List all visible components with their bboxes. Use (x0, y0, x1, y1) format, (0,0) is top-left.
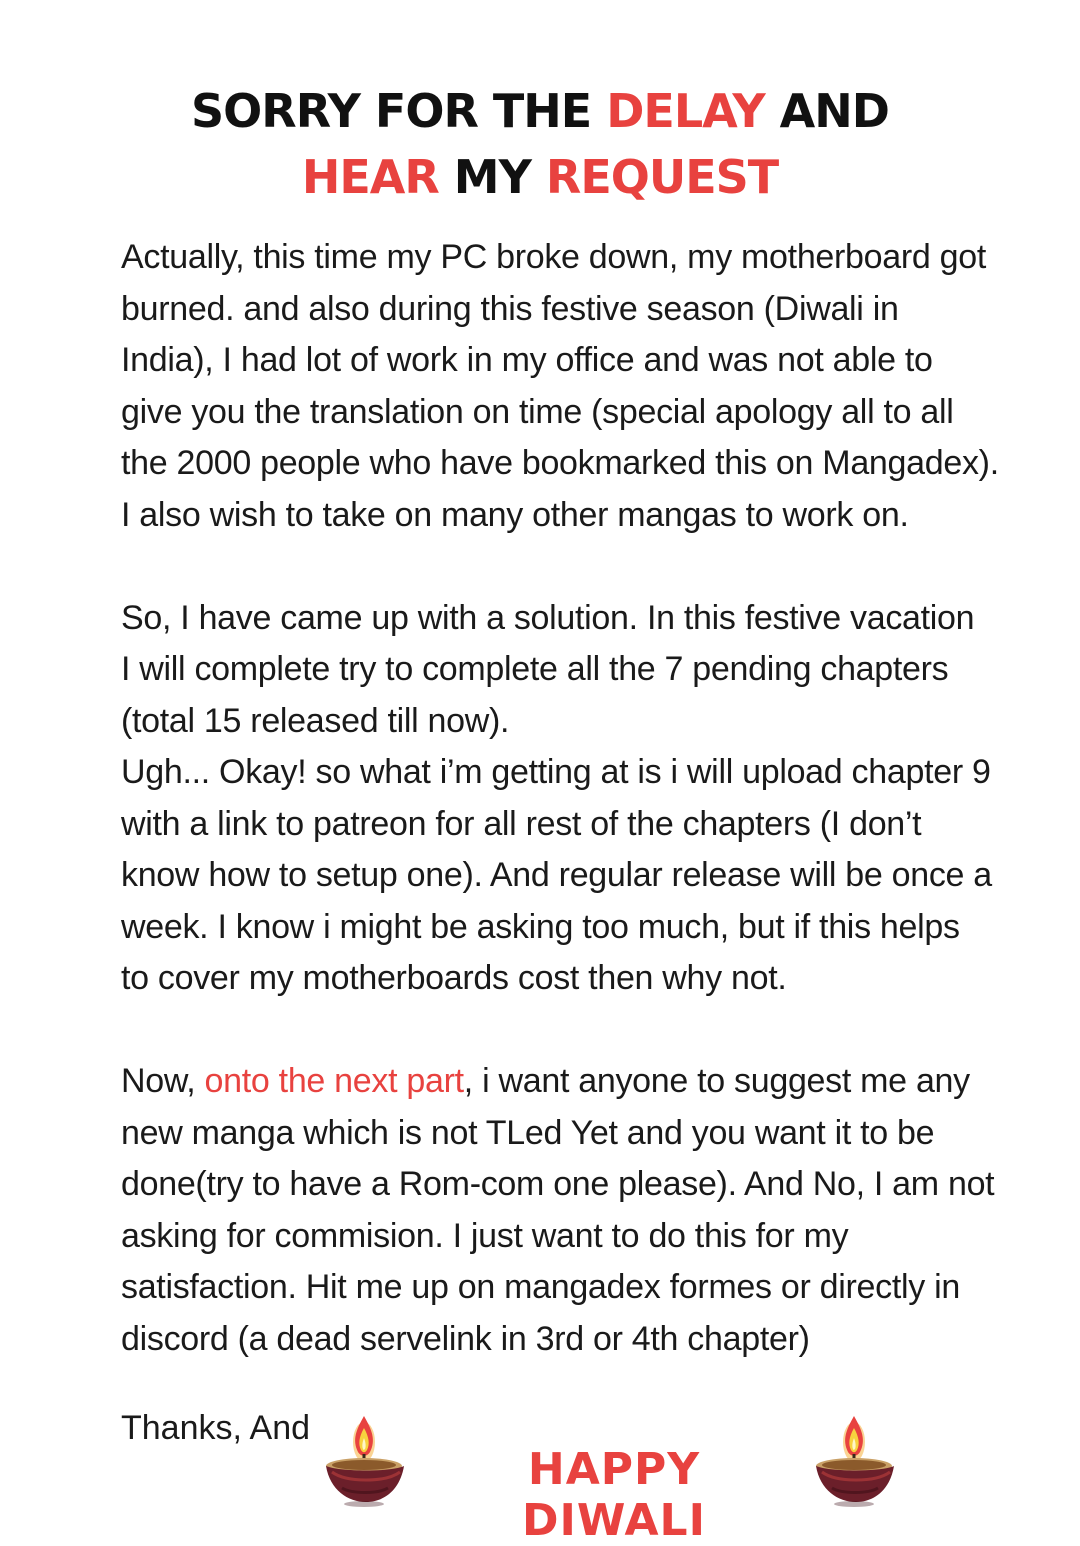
title-line-1 (0, 78, 1080, 144)
title-text: AND (764, 84, 889, 138)
title-highlight-hear: HEAR (301, 150, 439, 204)
diya-lamp-icon (322, 1412, 412, 1512)
page-title (0, 78, 1080, 210)
text-line: week. I know i might be asking too much, but if this helps (121, 907, 960, 946)
text-line: satisfaction. Hit me up on mangadex formes or directly in (121, 1268, 960, 1306)
text-line: with a link to patreon for all rest of the chapters (I don’t (121, 804, 922, 843)
text-line: Actually, this time my PC broke down, my motherboard got (121, 238, 987, 276)
text-line: burned. and also during this festive season (Diwali in (121, 289, 899, 328)
title-highlight-delay: DELAY (606, 84, 765, 138)
diya-lamp-icon (812, 1412, 902, 1512)
text-line: asking for commision. I just want to do this for my (121, 1216, 849, 1255)
text-line: India), I had lot of work in my office and was not able to (121, 341, 933, 379)
text-segment: Now, (121, 1062, 205, 1100)
text-line: discord (a dead servelink in 3rd or 4th chapter) (121, 1319, 810, 1358)
text-line: give you the translation on time (special apology all to all (121, 392, 954, 431)
paragraph-1 (121, 232, 1021, 541)
text-line: I will complete try to complete all the 7 pending chapters (121, 650, 949, 688)
text-line: done(try to have a Rom-com one please). And No, I am not (121, 1165, 995, 1203)
paragraph-3 (121, 1056, 1021, 1365)
text-line: (total 15 released till now). (121, 701, 510, 740)
happy-diwali-banner (322, 1412, 902, 1546)
paragraph-2 (121, 593, 1021, 1005)
happy-diwali-text: HAPPY DIWALI (522, 1444, 706, 1546)
text-line: I also wish to take on many other mangas to work on. (121, 495, 909, 534)
title-text: MY (438, 150, 546, 204)
thanks-text: Thanks, And (121, 1409, 311, 1447)
title-highlight-request: REQUEST (545, 150, 779, 204)
highlight-next-part: onto the next part (204, 1062, 464, 1100)
text-line: know how to setup one). And regular release will be once a (121, 856, 992, 894)
message-body (121, 232, 1021, 1365)
title-text: SORRY FOR THE (191, 84, 607, 138)
text-segment: , i want anyone to suggest me any (463, 1062, 970, 1100)
text-line: Ugh... Okay! so what i’m getting at is i will upload chapter 9 (121, 753, 991, 791)
text-line: So, I have came up with a solution. In this festive vacation (121, 598, 975, 637)
text-line (121, 1056, 1021, 1108)
paragraph-gap (121, 1005, 1021, 1057)
text-line: new manga which is not TLed Yet and you want it to be (121, 1113, 935, 1152)
text-line: to cover my motherboards cost then why not. (121, 959, 787, 997)
paragraph-gap (121, 541, 1021, 593)
title-line-2 (0, 144, 1080, 210)
text-line: the 2000 people who have bookmarked this on Mangadex). (121, 444, 999, 482)
